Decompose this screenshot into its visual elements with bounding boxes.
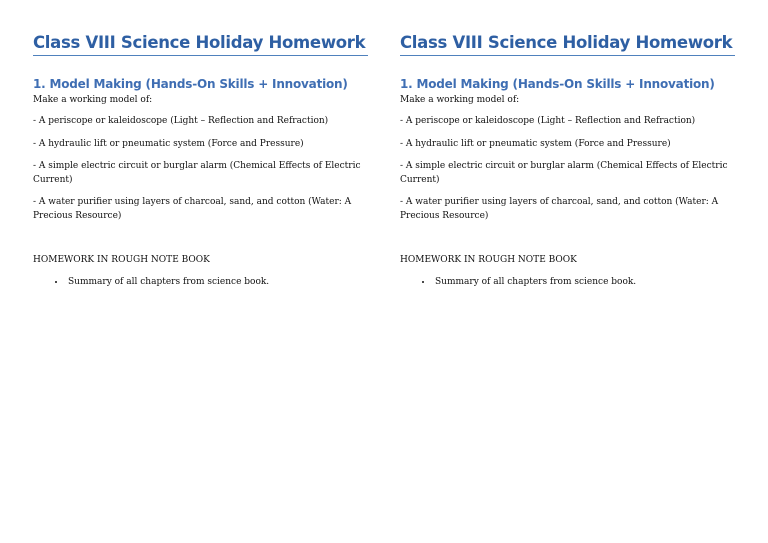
model-option-item: - A hydraulic lift or pneumatic system (Force and Pressure) — [33, 138, 304, 149]
page-column-left — [33, 33, 368, 288]
rough-notebook-heading: HOMEWORK IN ROUGH NOTE BOOK — [33, 255, 210, 265]
section-heading: 1. Model Making (Hands-On Skills + Innovation) — [400, 77, 715, 91]
model-option-item: - A simple electric circuit or burglar alarm (Chemical Effects of Electric Current) — [33, 161, 361, 185]
model-option-item: - A periscope or kaleidoscope (Light – Reflection and Refraction) — [400, 116, 696, 126]
bullet-item: • Summary of all chapters from science book. — [66, 276, 368, 288]
model-option-item: - A water purifier using layers of charcoal, sand, and cotton (Water: A Precious Resource) — [400, 197, 719, 221]
page-column-right — [400, 33, 735, 288]
bullet-item: • Summary of all chapters from science book. — [433, 276, 735, 288]
model-option-item: - A hydraulic lift or pneumatic system (Force and Pressure) — [400, 138, 671, 149]
model-option-item: - A water purifier using layers of charcoal, sand, and cotton (Water: A Precious Resource) — [33, 197, 352, 221]
intro-text: Make a working model of: — [400, 95, 520, 105]
page-title: Class VIII Science Holiday Homework — [33, 33, 368, 56]
section-heading: 1. Model Making (Hands-On Skills + Innovation) — [33, 77, 348, 91]
page-title: Class VIII Science Holiday Homework — [400, 33, 735, 56]
bullet-list — [33, 276, 368, 288]
model-option-item: - A periscope or kaleidoscope (Light – Reflection and Refraction) — [33, 116, 329, 126]
intro-text: Make a working model of: — [33, 95, 153, 105]
rough-notebook-heading: HOMEWORK IN ROUGH NOTE BOOK — [400, 255, 577, 265]
bullet-list — [400, 276, 735, 288]
model-option-item: - A simple electric circuit or burglar alarm (Chemical Effects of Electric Current) — [400, 161, 728, 185]
